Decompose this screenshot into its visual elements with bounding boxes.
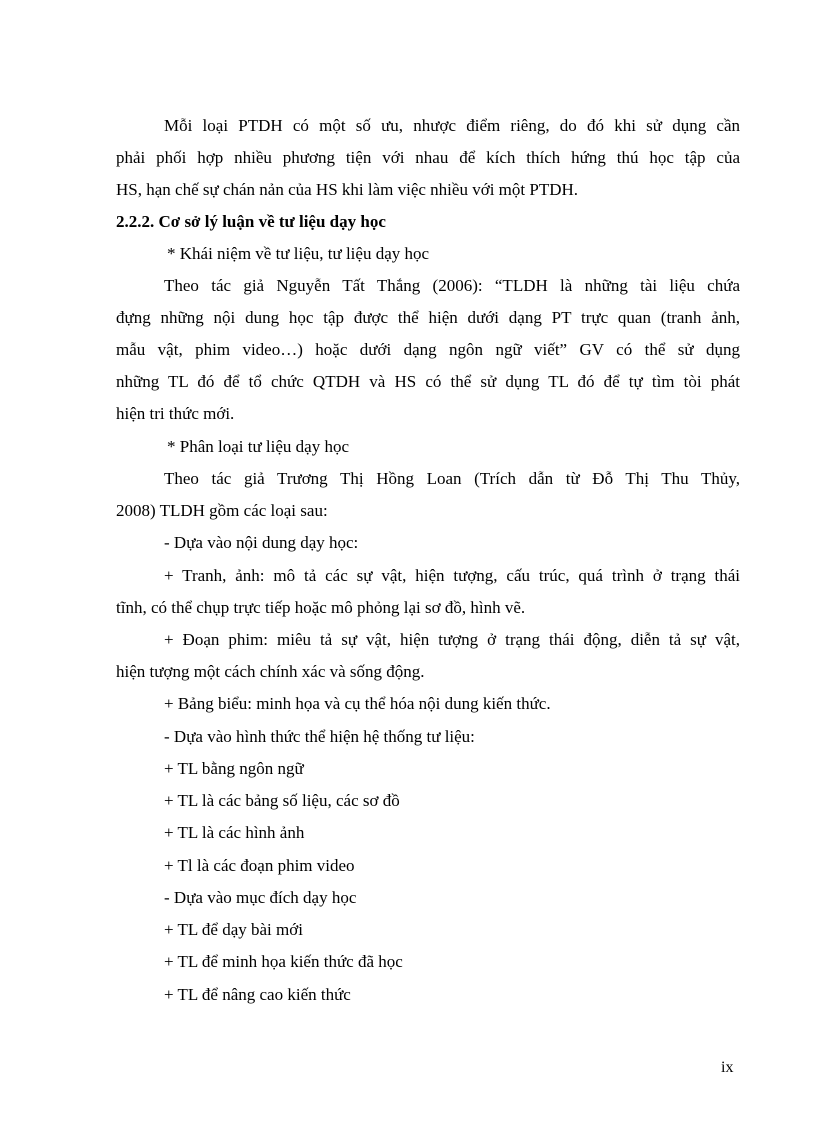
subheading-concept: * Khái niệm về tư liệu, tư liệu dạy học [167, 244, 430, 263]
section-heading-2-2-2: 2.2.2. Cơ sở lý luận về tư liệu dạy học [116, 212, 386, 231]
item-images-line-2: tĩnh, có thể chụp trực tiếp hoặc mô phỏng lại sơ đồ, hình vẽ. [116, 598, 526, 617]
paragraph-2-line-2: đựng những nội dung học tập được thể hiện dưới dạng PT trực quan (tranh ảnh, [116, 308, 740, 327]
subheading-classify: * Phân loại tư liệu dạy học [167, 437, 350, 456]
paragraph-2-line-4: những TL đó để tổ chức QTDH và HS có thể sử dụng TL đó để tự tìm tòi phát [116, 372, 740, 391]
content-based-title: - Dựa vào nội dung dạy học: [164, 533, 359, 552]
form-item: + TL là các hình ảnh [164, 823, 305, 842]
page-number: ix [721, 1059, 734, 1076]
form-item: + TL bằng ngôn ngữ [164, 759, 304, 778]
form-item: + TL là các bảng số liệu, các sơ đồ [164, 791, 400, 810]
paragraph-3-line-1: Theo tác giả Trương Thị Hồng Loan (Trích dẫn từ Đỗ Thị Thu Thủy, [164, 469, 740, 488]
purpose-item: + TL để dạy bài mới [164, 920, 303, 939]
paragraph-1-line-3: HS, hạn chế sự chán nản của HS khi làm việc nhiều với một PTDH. [116, 180, 579, 199]
paragraph-2-line-1: Theo tác giả Nguyễn Tất Thắng (2006): “TLDH là những tài liệu chứa [164, 276, 740, 295]
item-clips-line-1: + Đoạn phim: miêu tả sự vật, hiện tượng ở trạng thái động, diễn tả sự vật, [164, 630, 740, 649]
form-based-title: - Dựa vào hình thức thể hiện hệ thống tư liệu: [164, 727, 475, 746]
paragraph-3-line-2: 2008) TLDH gồm các loại sau: [116, 501, 328, 520]
purpose-based-title: - Dựa vào mục đích dạy học [164, 888, 357, 907]
purpose-item: + TL để minh họa kiến thức đã học [164, 952, 403, 971]
paragraph-2-line-3: mẫu vật, phim video…) hoặc dưới dạng ngôn ngữ viết” GV có thể sử dụng [116, 340, 740, 359]
paragraph-2-line-5: hiện tri thức mới. [116, 404, 235, 423]
paragraph-1-line-1: Mỗi loại PTDH có một số ưu, nhược điểm riêng, do đó khi sử dụng cần [164, 116, 740, 135]
item-clips-line-2: hiện tượng một cách chính xác và sống động. [116, 662, 425, 681]
purpose-item: + TL để nâng cao kiến thức [164, 985, 351, 1004]
form-item: + Tl là các đoạn phim video [164, 856, 355, 875]
item-images-line-1: + Tranh, ảnh: mô tả các sự vật, hiện tượng, cấu trúc, quá trình ở trạng thái [164, 566, 740, 585]
paragraph-1-line-2: phải phối hợp nhiều phương tiện với nhau để kích thích hứng thú học tập của [116, 148, 740, 167]
item-tables: + Bảng biểu: minh họa và cụ thể hóa nội dung kiến thức. [164, 694, 551, 713]
